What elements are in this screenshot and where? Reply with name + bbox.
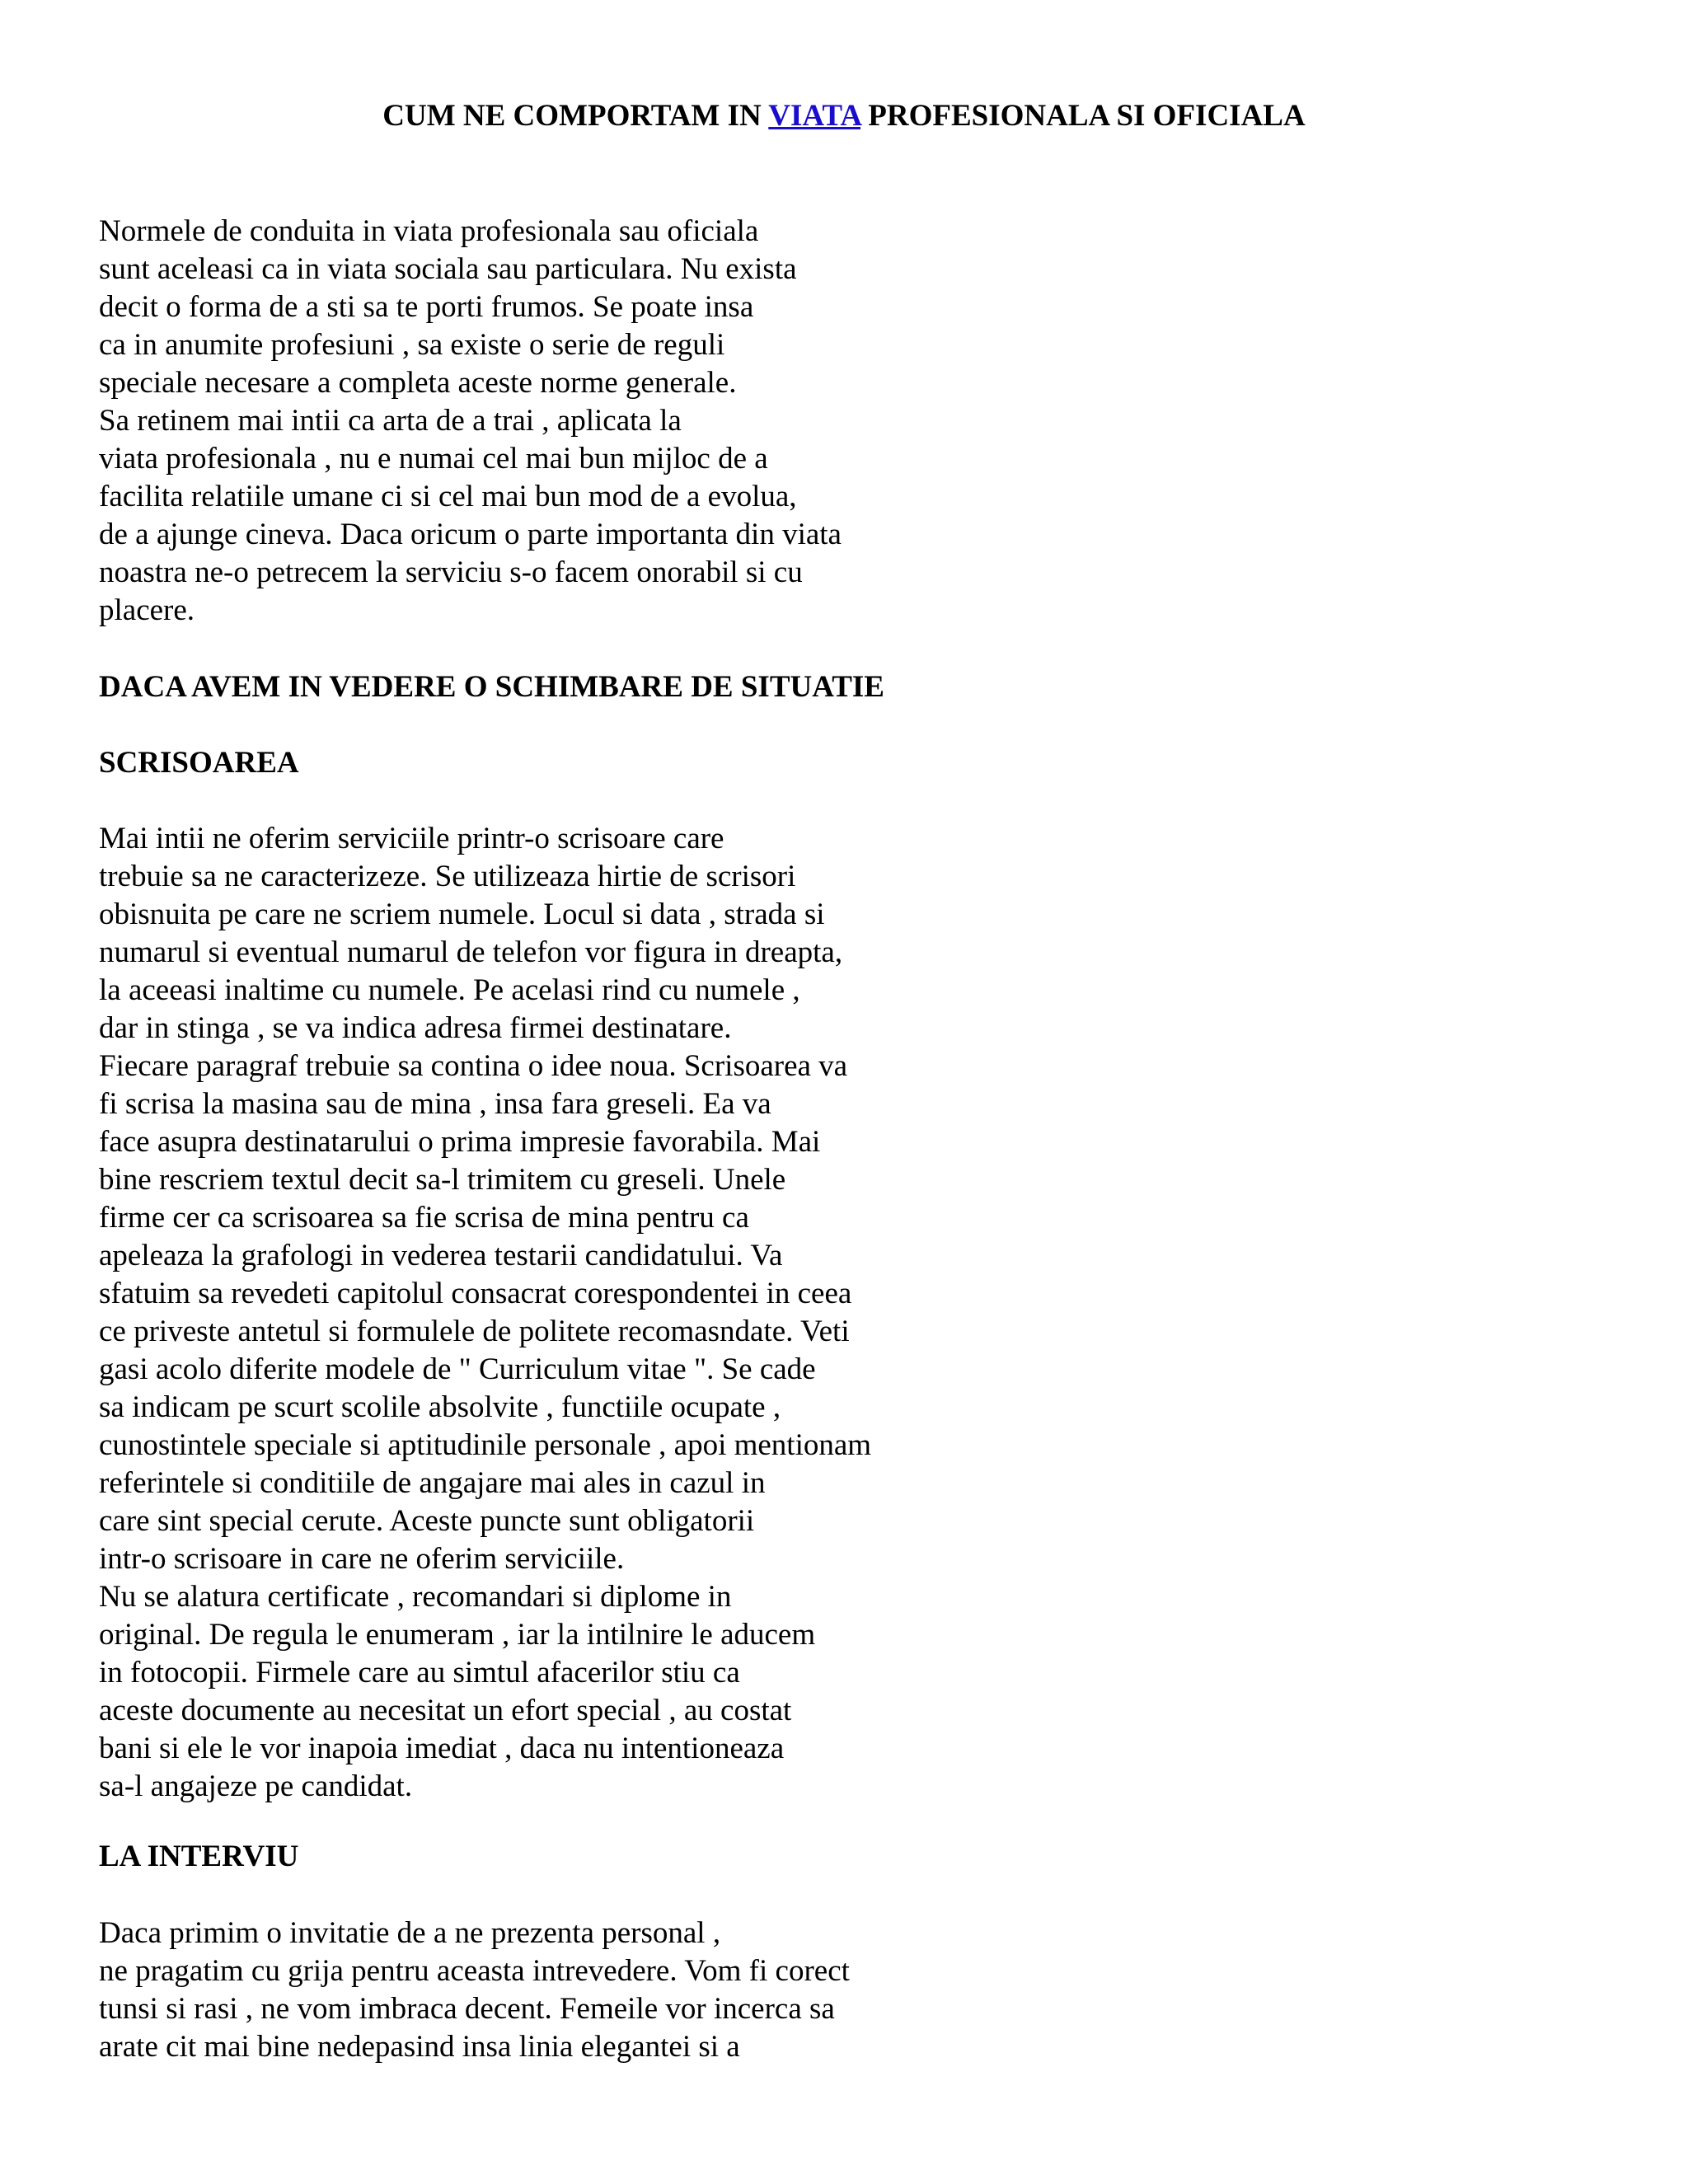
text-line: Nu se alatura certificate , recomandari si diplome in: [99, 1580, 732, 1614]
text-line: fi scrisa la masina sau de mina , insa fara greseli. Ea va: [99, 1087, 771, 1121]
text-line: obisnuita pe care ne scriem numele. Locul si data , strada si: [99, 898, 825, 931]
title-link-viata[interactable]: VIATA: [768, 99, 861, 133]
text-line: aceste documente au necesitat un efort special , au costat: [99, 1694, 792, 1727]
text-line: bine rescriem textul decit sa-l trimitem cu greseli. Unele: [99, 1163, 786, 1197]
text-line: intr-o scrisoare in care ne oferim serviciile.: [99, 1542, 625, 1576]
text-line: sfatuim sa revedeti capitolul consacrat corespondentei in ceea: [99, 1277, 852, 1310]
text-line: Mai intii ne oferim serviciile printr-o scrisoare care: [99, 822, 724, 855]
text-line: bani si ele le vor inapoia imediat , daca nu intentioneaza: [99, 1732, 785, 1765]
title-suffix: PROFESIONALA SI OFICIALA: [860, 99, 1306, 133]
interviu-paragraph: [99, 1915, 1170, 2066]
text-line: Fiecare paragraf trebuie sa contina o idee noua. Scrisoarea va: [99, 1049, 848, 1083]
text-line: care sint special cerute. Aceste puncte sunt obligatorii: [99, 1504, 755, 1538]
text-line: ca in anumite profesiuni , sa existe o serie de reguli: [99, 328, 725, 362]
text-line: sa-l angajeze pe candidat.: [99, 1769, 413, 1803]
page-title: [0, 97, 1688, 135]
text-line: face asupra destinatarului o prima impresie favorabila. Mai: [99, 1125, 821, 1159]
text-line: Daca primim o invitatie de a ne prezenta personal ,: [99, 1916, 721, 1950]
scrisoarea-paragraph: [99, 820, 1170, 1806]
title-prefix: CUM NE COMPORTAM IN: [382, 99, 769, 133]
text-line: cunostintele speciale si aptitudinile personale , apoi mentionam: [99, 1428, 872, 1462]
text-line: trebuie sa ne caracterizeze. Se utilizeaza hirtie de scrisori: [99, 860, 796, 893]
text-line: referintele si conditiile de angajare mai ales in cazul in: [99, 1466, 766, 1500]
section-heading-schimbare: DACA AVEM IN VEDERE O SCHIMBARE DE SITUATIE: [99, 670, 884, 704]
text-line: de a ajunge cineva. Daca oricum o parte importanta din viata: [99, 518, 842, 551]
text-line: tunsi si rasi , ne vom imbraca decent. Femeile vor incerca sa: [99, 1992, 835, 2026]
text-line: viata profesionala , nu e numai cel mai bun mijloc de a: [99, 442, 768, 476]
text-line: dar in stinga , se va indica adresa firmei destinatare.: [99, 1011, 732, 1045]
text-line: facilita relatiile umane ci si cel mai bun mod de a evolua,: [99, 480, 797, 513]
text-line: placere.: [99, 593, 195, 627]
text-line: numarul si eventual numarul de telefon vor figura in dreapta,: [99, 935, 843, 969]
text-line: decit o forma de a sti sa te porti frumos. Se poate insa: [99, 290, 754, 324]
text-line: ce priveste antetul si formulele de politete recomasndate. Veti: [99, 1315, 850, 1348]
section-heading-interviu: LA INTERVIU: [99, 1840, 299, 1873]
text-line: gasi acolo diferite modele de " Curriculum vitae ". Se cade: [99, 1352, 816, 1386]
text-line: sunt aceleasi ca in viata sociala sau particulara. Nu exista: [99, 252, 797, 286]
text-line: arate cit mai bine nedepasind insa linia elegantei si a: [99, 2030, 740, 2064]
text-line: firme cer ca scrisoarea sa fie scrisa de mina pentru ca: [99, 1201, 749, 1235]
intro-paragraph: [99, 213, 1170, 630]
text-line: in fotocopii. Firmele care au simtul afacerilor stiu ca: [99, 1656, 740, 1690]
text-line: noastra ne-o petrecem la serviciu s-o facem onorabil si cu: [99, 555, 803, 589]
text-line: speciale necesare a completa aceste norme generale.: [99, 366, 737, 400]
text-line: apeleaza la grafologi in vederea testarii candidatului. Va: [99, 1239, 783, 1272]
section-heading-scrisoarea: SCRISOAREA: [99, 746, 299, 780]
text-line: ne pragatim cu grija pentru aceasta intrevedere. Vom fi corect: [99, 1954, 850, 1988]
text-line: Sa retinem mai intii ca arta de a trai , aplicata la: [99, 404, 682, 438]
text-line: la aceeasi inaltime cu numele. Pe acelasi rind cu numele ,: [99, 973, 800, 1007]
text-line: sa indicam pe scurt scolile absolvite , functiile ocupate ,: [99, 1390, 781, 1424]
text-line: original. De regula le enumeram , iar la intilnire le aducem: [99, 1618, 816, 1652]
text-line: Normele de conduita in viata profesionala sau oficiala: [99, 214, 759, 248]
